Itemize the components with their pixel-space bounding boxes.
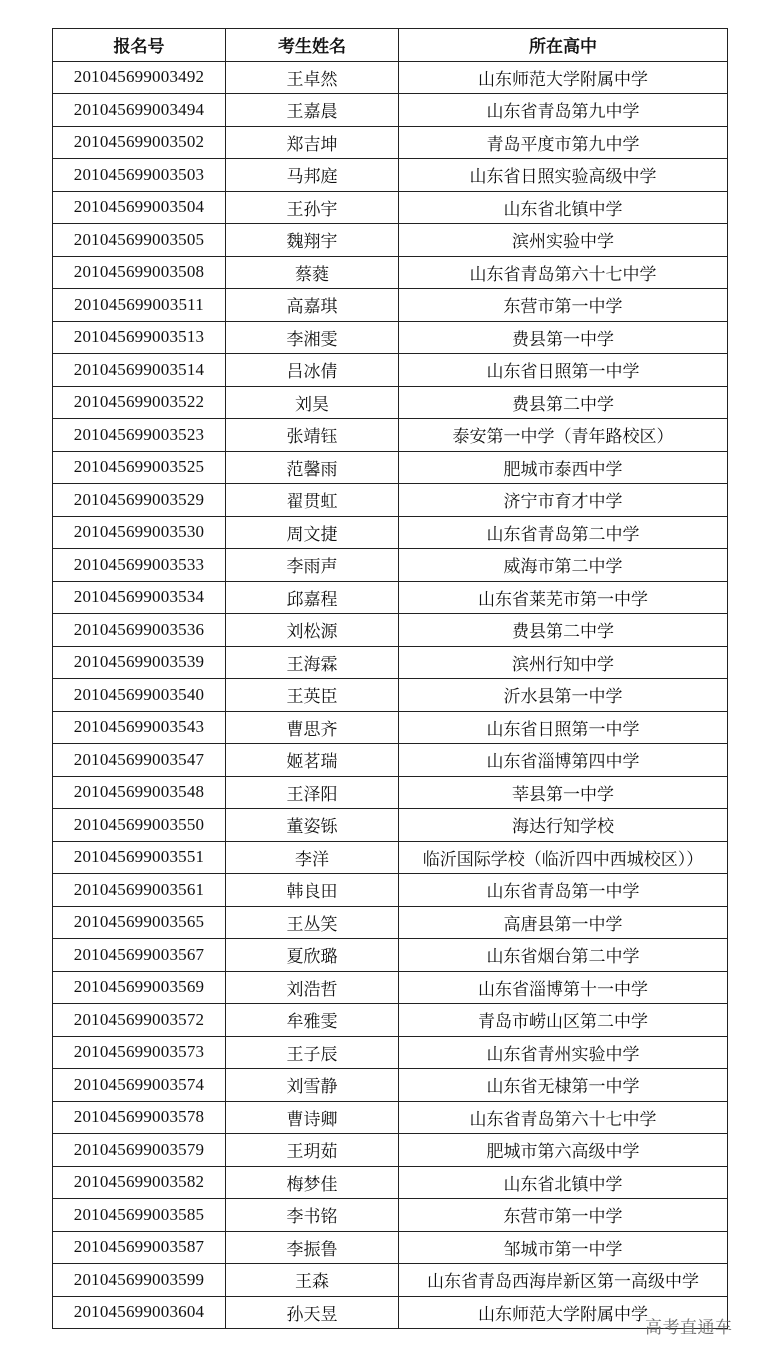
student-name-cell: 周文捷 [226, 516, 399, 549]
student-name-cell: 王海霖 [226, 646, 399, 679]
roster-table [52, 28, 728, 1329]
watermark-text: 高考直通车 [645, 1318, 733, 1338]
high-school-cell: 山东省淄博第十一中学 [399, 971, 728, 1004]
table-row [53, 1134, 728, 1167]
table-row [53, 419, 728, 452]
registration-number-cell: 201045699003561 [53, 874, 226, 907]
registration-number-cell: 201045699003533 [53, 549, 226, 582]
student-name-cell: 李雨声 [226, 549, 399, 582]
registration-number-cell: 201045699003567 [53, 939, 226, 972]
table-row [53, 321, 728, 354]
registration-number-cell: 201045699003513 [53, 321, 226, 354]
registration-number-cell: 201045699003530 [53, 516, 226, 549]
registration-number-cell: 201045699003548 [53, 776, 226, 809]
student-name-cell: 高嘉琪 [226, 289, 399, 322]
student-name-cell: 王丛笑 [226, 906, 399, 939]
high-school-cell: 山东省青岛第六十七中学 [399, 1101, 728, 1134]
high-school-cell: 济宁市育才中学 [399, 484, 728, 517]
registration-number-cell: 201045699003536 [53, 614, 226, 647]
registration-number-cell: 201045699003572 [53, 1004, 226, 1037]
high-school-cell: 山东省莱芜市第一中学 [399, 581, 728, 614]
registration-number-cell: 201045699003578 [53, 1101, 226, 1134]
high-school-cell: 威海市第二中学 [399, 549, 728, 582]
registration-number-cell: 201045699003604 [53, 1296, 226, 1329]
student-name-cell: 王孙宇 [226, 191, 399, 224]
table-row [53, 126, 728, 159]
registration-number-cell: 201045699003502 [53, 126, 226, 159]
student-name-cell: 张靖钰 [226, 419, 399, 452]
table-row [53, 971, 728, 1004]
student-name-cell: 王英臣 [226, 679, 399, 712]
high-school-cell: 山东省北镇中学 [399, 191, 728, 224]
header-registration-number: 报名号 [53, 29, 226, 62]
student-name-cell: 李洋 [226, 841, 399, 874]
high-school-cell: 山东师范大学附属中学 [399, 1296, 728, 1329]
header-student-name: 考生姓名 [226, 29, 399, 62]
high-school-cell: 东营市第一中学 [399, 289, 728, 322]
high-school-cell: 费县第二中学 [399, 386, 728, 419]
student-name-cell: 刘松源 [226, 614, 399, 647]
high-school-cell: 肥城市第六高级中学 [399, 1134, 728, 1167]
table-row [53, 451, 728, 484]
table-row [53, 386, 728, 419]
table-row [53, 874, 728, 907]
high-school-cell: 沂水县第一中学 [399, 679, 728, 712]
high-school-cell: 山东省淄博第四中学 [399, 744, 728, 777]
table-row [53, 1264, 728, 1297]
registration-number-cell: 201045699003522 [53, 386, 226, 419]
student-name-cell: 孙天昱 [226, 1296, 399, 1329]
table-row [53, 809, 728, 842]
student-name-cell: 王玥茹 [226, 1134, 399, 1167]
registration-number-cell: 201045699003525 [53, 451, 226, 484]
high-school-cell: 东营市第一中学 [399, 1199, 728, 1232]
table-row [53, 516, 728, 549]
registration-number-cell: 201045699003569 [53, 971, 226, 1004]
student-name-cell: 牟雅雯 [226, 1004, 399, 1037]
roster-body [53, 61, 728, 1329]
high-school-cell: 山东省青岛西海岸新区第一高级中学 [399, 1264, 728, 1297]
student-name-cell: 王卓然 [226, 61, 399, 94]
student-name-cell: 王子辰 [226, 1036, 399, 1069]
student-name-cell: 李湘雯 [226, 321, 399, 354]
high-school-cell: 邹城市第一中学 [399, 1231, 728, 1264]
table-row [53, 1296, 728, 1329]
registration-number-cell: 201045699003539 [53, 646, 226, 679]
header-high-school: 所在高中 [399, 29, 728, 62]
student-name-cell: 韩良田 [226, 874, 399, 907]
high-school-cell: 山东省北镇中学 [399, 1166, 728, 1199]
table-row [53, 841, 728, 874]
registration-number-cell: 201045699003574 [53, 1069, 226, 1102]
student-name-cell: 王泽阳 [226, 776, 399, 809]
student-name-cell: 曹诗卿 [226, 1101, 399, 1134]
student-name-cell: 刘浩哲 [226, 971, 399, 1004]
table-row [53, 289, 728, 322]
registration-number-cell: 201045699003540 [53, 679, 226, 712]
student-name-cell: 姬茗瑞 [226, 744, 399, 777]
high-school-cell: 肥城市泰西中学 [399, 451, 728, 484]
registration-number-cell: 201045699003585 [53, 1199, 226, 1232]
table-row [53, 646, 728, 679]
high-school-cell: 山东省青岛第六十七中学 [399, 256, 728, 289]
registration-number-cell: 201045699003579 [53, 1134, 226, 1167]
student-name-cell: 梅梦佳 [226, 1166, 399, 1199]
high-school-cell: 临沂国际学校（临沂四中西城校区）） [399, 841, 728, 874]
high-school-cell: 山东省青岛第九中学 [399, 94, 728, 127]
registration-number-cell: 201045699003550 [53, 809, 226, 842]
high-school-cell: 莘县第一中学 [399, 776, 728, 809]
registration-number-cell: 201045699003587 [53, 1231, 226, 1264]
high-school-cell: 山东省烟台第二中学 [399, 939, 728, 972]
registration-number-cell: 201045699003565 [53, 906, 226, 939]
table-row [53, 191, 728, 224]
table-row [53, 776, 728, 809]
student-name-cell: 范馨雨 [226, 451, 399, 484]
registration-number-cell: 201045699003523 [53, 419, 226, 452]
registration-number-cell: 201045699003505 [53, 224, 226, 257]
registration-number-cell: 201045699003514 [53, 354, 226, 387]
registration-number-cell: 201045699003551 [53, 841, 226, 874]
table-row [53, 711, 728, 744]
registration-number-cell: 201045699003599 [53, 1264, 226, 1297]
high-school-cell: 滨州行知中学 [399, 646, 728, 679]
registration-number-cell: 201045699003534 [53, 581, 226, 614]
table-row [53, 354, 728, 387]
registration-number-cell: 201045699003492 [53, 61, 226, 94]
high-school-cell: 山东师范大学附属中学 [399, 61, 728, 94]
table-row [53, 939, 728, 972]
registration-number-cell: 201045699003543 [53, 711, 226, 744]
student-name-cell: 王森 [226, 1264, 399, 1297]
student-name-cell: 夏欣璐 [226, 939, 399, 972]
student-name-cell: 马邦庭 [226, 159, 399, 192]
registration-number-cell: 201045699003504 [53, 191, 226, 224]
high-school-cell: 山东省日照第一中学 [399, 354, 728, 387]
high-school-cell: 海达行知学校 [399, 809, 728, 842]
table-row [53, 484, 728, 517]
registration-number-cell: 201045699003529 [53, 484, 226, 517]
high-school-cell: 青岛市崂山区第二中学 [399, 1004, 728, 1037]
high-school-cell: 山东省青岛第一中学 [399, 874, 728, 907]
high-school-cell: 山东省日照第一中学 [399, 711, 728, 744]
high-school-cell: 山东省日照实验高级中学 [399, 159, 728, 192]
student-name-cell: 刘昊 [226, 386, 399, 419]
table-row [53, 224, 728, 257]
high-school-cell: 高唐县第一中学 [399, 906, 728, 939]
high-school-cell: 山东省青岛第二中学 [399, 516, 728, 549]
table-row [53, 1199, 728, 1232]
student-name-cell: 蔡蕤 [226, 256, 399, 289]
student-name-cell: 吕冰倩 [226, 354, 399, 387]
student-name-cell: 翟贯虹 [226, 484, 399, 517]
registration-number-cell: 201045699003547 [53, 744, 226, 777]
table-row [53, 1166, 728, 1199]
student-name-cell: 董姿铄 [226, 809, 399, 842]
table-row [53, 1101, 728, 1134]
table-row [53, 159, 728, 192]
registration-number-cell: 201045699003494 [53, 94, 226, 127]
table-row [53, 61, 728, 94]
table-row [53, 1036, 728, 1069]
student-name-cell: 曹思齐 [226, 711, 399, 744]
high-school-cell: 山东省无棣第一中学 [399, 1069, 728, 1102]
table-row [53, 94, 728, 127]
table-row [53, 906, 728, 939]
high-school-cell: 青岛平度市第九中学 [399, 126, 728, 159]
student-name-cell: 王嘉晨 [226, 94, 399, 127]
table-row [53, 679, 728, 712]
student-name-cell: 刘雪静 [226, 1069, 399, 1102]
table-row [53, 1004, 728, 1037]
high-school-cell: 泰安第一中学（青年路校区） [399, 419, 728, 452]
table-row [53, 1069, 728, 1102]
student-name-cell: 郑吉坤 [226, 126, 399, 159]
header-row [53, 29, 728, 62]
student-name-cell: 邱嘉程 [226, 581, 399, 614]
registration-number-cell: 201045699003573 [53, 1036, 226, 1069]
high-school-cell: 滨州实验中学 [399, 224, 728, 257]
table-row [53, 744, 728, 777]
registration-number-cell: 201045699003582 [53, 1166, 226, 1199]
registration-number-cell: 201045699003503 [53, 159, 226, 192]
table-row [53, 549, 728, 582]
student-name-cell: 李书铭 [226, 1199, 399, 1232]
registration-number-cell: 201045699003508 [53, 256, 226, 289]
student-name-cell: 李振鲁 [226, 1231, 399, 1264]
table-row [53, 1231, 728, 1264]
table-row [53, 256, 728, 289]
table-row [53, 581, 728, 614]
high-school-cell: 山东省青州实验中学 [399, 1036, 728, 1069]
high-school-cell: 费县第二中学 [399, 614, 728, 647]
high-school-cell: 费县第一中学 [399, 321, 728, 354]
student-name-cell: 魏翔宇 [226, 224, 399, 257]
table-row [53, 614, 728, 647]
registration-number-cell: 201045699003511 [53, 289, 226, 322]
